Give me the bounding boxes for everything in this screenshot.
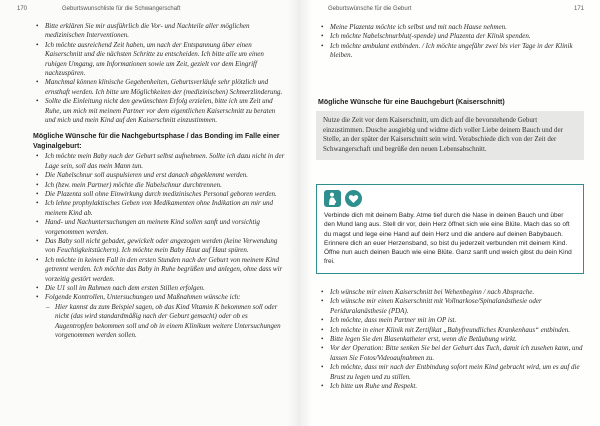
page-number: 170	[17, 6, 28, 12]
list-item: • Ich möchte in keinem Fall in den ersten Stunden nach der Geburt von meinem Kind getrennt werden. Ich möchte das Baby in Ruhe begrüßen und anlegen, ohne dass wir vorzeitig gestört werden.	[33, 256, 285, 284]
exercise-text: Verbinde dich mit deinem Baby. Atme tief durch die Nase in deinen Bauch und über den Mund lang aus. Stell dir vor, dein Herz öffnet sich wie eine Blüte. Mach das so oft du magst und lege eine Hand auf dein Herz und die andere auf deinen Babybauch. Erinnere dich an euer Herzensband, so bist du jederzeit verbunden mit deinem Kind. Öffne nun auch deinen Bauch wie eine Blüte. Ganz sanft und weich gibst du dein Kind frei.	[324, 212, 572, 266]
exercise-box	[316, 184, 584, 274]
list-item: • Ich möchte, dass mein Partner mit im OP ist.	[318, 316, 584, 325]
list-item: • Folgende Kontrollen, Untersuchungen und Maßnahmen wünsche ich:	[33, 293, 285, 302]
running-head: Geburtswunschliste für die Schwangerschaft	[62, 6, 181, 12]
right-top-column	[318, 23, 584, 61]
bonding-wishes-list	[33, 152, 285, 340]
left-text-column	[33, 22, 285, 420]
page-number: 171	[574, 6, 585, 12]
list-item: • Vor der Operation: Bitte senken Sie bei der Geburt das Tuch, damit ich zusehen kann, und lassen Sie Fotos/Videoaufnahmen zu.	[318, 344, 584, 363]
list-item: • Ich wünsche mir einen Kaiserschnitt mit Vollnarkose/Spinalanästhesie oder Periduralanästhesie (PDA).	[318, 297, 584, 316]
list-item: • Manchmal können klinische Gegebenheiten, Geburtsverläufe sehr plötzlich und ernsthaft werden. Ich bitte um Möglichkeiten der (medizinischen) Schmerzlinderung.	[33, 78, 285, 97]
list-item: • Die Plazenta soll ohne Einwirkung durch medizinisches Personal geboren werden.	[33, 190, 285, 199]
list-item: • Die Nabelschnur soll auspulsieren und erst danach abgeklemmt werden.	[33, 171, 285, 180]
list-item: • Ich möchte in einer Klinik mit Zertifikat „Babyfreundliches Krankenhaus“ entbinden.	[318, 326, 584, 335]
list-item: • Bitte legen Sie den Blasenkatheter erst, wenn die Betäubung wirkt.	[318, 335, 584, 344]
list-item: • Die U1 soll im Rahmen nach dem ersten Stillen erfolgen.	[33, 284, 285, 293]
running-head: Geburtswünsche für die Geburt	[328, 6, 412, 12]
birth-wishes-list	[33, 22, 285, 125]
mother-child-icon	[324, 190, 341, 207]
right-bottom-column	[318, 288, 584, 420]
list-item: • Hand- und Nachuntersuchungen an meinem Kind sollen sanft und vorsichtig vorgenommen werden.	[33, 218, 285, 237]
exercise-icons	[324, 190, 576, 207]
cesarean-wishes-list	[318, 288, 584, 391]
list-item: • Das Baby soll nicht gebadet, gewickelt oder angezogen werden (keine Verwendung von Feuchtigkeitstüchern). Ich möchte mein Baby Haut auf Haut spüren.	[33, 237, 285, 256]
sub-list-item: – Hier kannst du zum Beispiel sagen, ob das Kind Vitamin K bekommen soll oder nicht (das wird standardmäßig nach der Geburt gemacht) oder ob es Augentropfen bekommen soll und ob in einem Klinikum weitere Untersuchungen vorgenommen werden sollen.	[33, 303, 285, 341]
list-item: • Ich wünsche mir einen Kaiserschnitt bei Wehenbeginn / nach Absprache.	[318, 288, 584, 297]
list-item: • Ich möchte ambulant entbinden. / Ich möchte ungefähr zwei bis vier Tage in der Klinik bleiben.	[318, 42, 584, 61]
list-item: • Sollte die Einleitung nicht den gewünschten Erfolg erzielen, bitte ich um Zeit und Ruhe, um mich mit meinem Partner vor dem eigentlichen Kaiserschnitt zu beraten und mich und mein Kind auf den Kaiserschnitt einzustimmen.	[33, 97, 285, 125]
list-item: • Meine Plazenta möchte ich selbst und mit nach Hause nehmen.	[318, 23, 584, 32]
list-item: • Ich möchte ausreichend Zeit haben, um nach der Entspannung über einen Kaiserschnitt und die nächsten Schritte zu entscheiden. Ich bitte alle um einen ruhigen Umgang, um Informationen sowie um Zeit, gezielt vor dem Eingriff nachzuspüren.	[33, 41, 285, 79]
list-item: • Ich bitte um Ruhe und Respekt.	[318, 382, 584, 391]
placenta-wishes-list	[318, 23, 584, 61]
list-item: • Ich (bzw. mein Partner) möchte die Nabelschnur durchtrennen.	[33, 181, 285, 190]
tip-box: Nutze die Zeit vor dem Kaiserschnitt, um dich auf die bevorstehende Geburt einzustimmen. Dusche ausgiebig und widme dich voller Liebe deinem Bauch und der Stelle, an der später der Kaiserschnitt sein wird. Verabschiede dich von der Zeit der Schwangerschaft und begrüße den neuen Lebensabschnitt.	[316, 111, 584, 160]
list-item: • Ich lehne prophylaktisches Geben von Medikamenten ohne Indikation an mir und meinem Kind ab.	[33, 199, 285, 218]
heart-icon	[345, 190, 362, 207]
list-item: • Ich möchte, dass mir nach der Entbindung sofort mein Kind gebracht wird, um es auf die Brust zu legen und zu stillen.	[318, 363, 584, 382]
section-heading-cesarean: Mögliche Wünsche für eine Bauchgeburt (Kaiserschnitt)	[318, 99, 505, 106]
right-page	[300, 0, 600, 426]
section-heading-bonding: Mögliche Wünsche für die Nachgeburtsphase / das Bonding im Falle einer Vaginalgeburt:	[33, 133, 280, 150]
list-item: • Bitte erklären Sie mir ausführlich die Vor- und Nachteile aller möglichen medizinischen Interventionen.	[33, 22, 285, 41]
list-item: • Ich möchte Nabelschnurblut(-spende) und Plazenta der Klinik spenden.	[318, 32, 584, 41]
list-item: • Ich möchte mein Baby nach der Geburt selbst aufnehmen. Sollte ich dazu nicht in der Lage sein, soll das mein Mann tun.	[33, 152, 285, 171]
book-gutter-shadow	[288, 0, 312, 426]
